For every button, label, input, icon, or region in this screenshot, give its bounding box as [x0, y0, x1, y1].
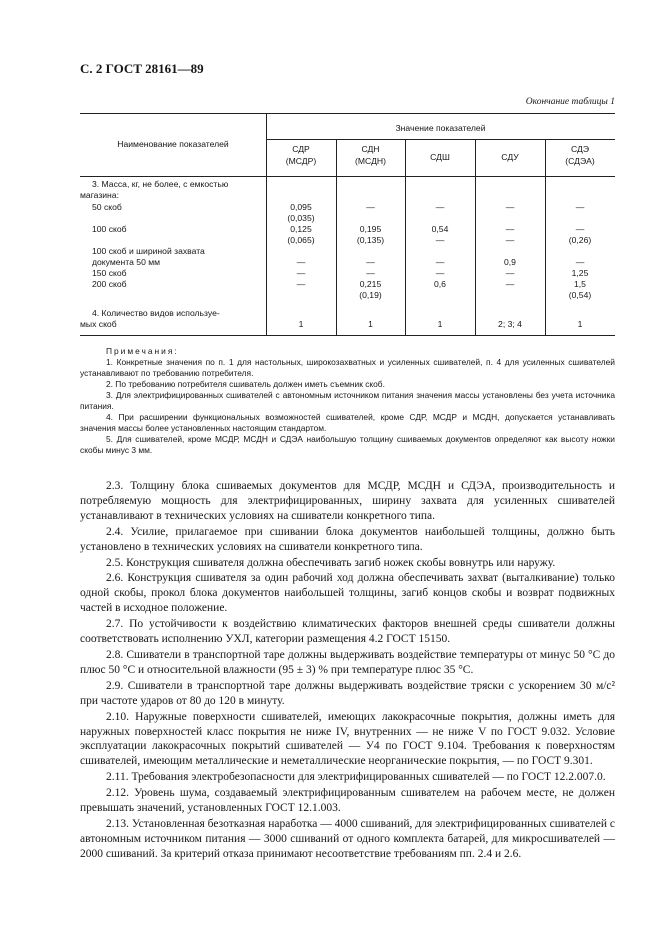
page-header: С. 2 ГОСТ 28161—89 — [80, 61, 204, 76]
table-cell: — — [296, 257, 306, 267]
paragraph: 2.11. Требования электробезопасности для электрифицированных сшивателей — по ГОСТ 12.2.007.0. — [106, 771, 606, 784]
note-item: 1. Конкретные значения по п. 1 для настольных, широкозахватных и усиленных сшивателей, п. 4 для усиленных сшивателей устанавливают по требованию потребителя. — [80, 357, 615, 378]
table-cell: (0,135) — [356, 235, 385, 245]
paragraph: 2.8. Сшиватели в транспортной таре должны выдерживать воздействие температуры от минус 50 °С до плюс 50 °С и относительной влажности (95 ± 3) % при температуре плюс 35 °С. — [80, 648, 615, 676]
table-cell: 0,125 — [290, 224, 312, 234]
table-cell: — — [505, 279, 515, 289]
table-cell: 1 — [368, 319, 373, 329]
row-label: 50 скоб — [92, 202, 122, 212]
table-cell: — — [435, 235, 445, 245]
paragraph: 2.4. Усилие, прилагаемое при сшивании блока документов наибольшей толщины, должно быть установлено в технических условиях на сшиватели конкретного типа. — [80, 525, 615, 553]
table-cell: 1 — [298, 319, 304, 329]
table-top-rule — [80, 113, 615, 114]
table-cell: — — [505, 268, 515, 278]
column-header: СДЭ — [570, 144, 589, 154]
paragraph: 2.9. Сшиватели в транспортной таре должны выдерживать воздействие тряски с ускорением 30 м/с² при частоте ударов от 80 до 120 в минуту. — [80, 679, 615, 707]
note-item: 4. При расширении функциональных возможностей сшивателей, кроме СДР, МСДР и МСДН, допускается устанавливать значения массы более установленных настоящим стандартом. — [80, 412, 615, 433]
table-cell: (0,065) — [287, 235, 315, 245]
table-cell: — — [505, 224, 515, 234]
note-item: 3. Для электрифицированных сшивателей с автономным источником питания значения массы установлены без учета источника питания. — [80, 390, 615, 411]
table-cell: — — [366, 257, 375, 267]
paragraph: 2.6. Конструкция сшивателя за один рабочий ход должна обеспечивать захват (выталкивание) только одной скобы, прокол блока документов наибольшей толщины, загиб концов скобы и возврат подвижных частей в исходное положение. — [80, 572, 615, 615]
row-label: магазина: — [80, 190, 119, 200]
row-label: 4. Количество видов используе- — [92, 308, 220, 318]
table-bottom-rule — [80, 335, 615, 336]
table-group-rule — [266, 139, 615, 140]
table-cell: — — [296, 268, 306, 278]
table-cell: — — [435, 268, 445, 278]
column-header: СДР — [292, 144, 310, 154]
table-cell: 1 — [437, 319, 443, 329]
column-header: (МСДР) — [285, 156, 317, 166]
column-header: СДШ — [430, 152, 450, 162]
table-cell: (0,26) — [568, 235, 592, 245]
table-cell: 1,25 — [571, 268, 589, 278]
row-label: 3. Масса, кг, не более, с емкостью — [92, 179, 229, 189]
column-header: СДН — [361, 144, 380, 154]
table-cell: (0,035) — [287, 213, 315, 223]
column-header: (МСДН) — [355, 156, 386, 166]
table-cell: — — [575, 257, 585, 267]
paragraph: 2.7. По устойчивости к воздействию климатических факторов внешней среды сшиватели должны соответствовать исполнению УХЛ, категории размещения 4.2 ГОСТ 15150. — [80, 618, 615, 646]
paragraph: 2.13. Установленная безотказная наработка — 4000 сшиваний, для электрифицированных сшивателей с автономным источником питания — 3000 сшиваний от одного комплекта батарей, для микросшивателей — 2000 сшиваний. За критерий отказа принимают несоответствие требованиям пп. 2.4 и 2.6. — [80, 817, 615, 860]
col-group-header: Значение показателей — [395, 123, 486, 133]
table-cell: 1 — [577, 319, 583, 329]
table-cell: 0,095 — [290, 202, 312, 212]
note-item: 5. Для сшивателей, кроме МСДР, МСДН и СДЭА наибольшую толщину сшиваемых документов определяют как высоту ножки скобы минус 3 мм. — [80, 434, 615, 455]
note-item: 2. По требованию потребителя сшиватель должен иметь съемник скоб. — [106, 379, 385, 389]
paragraph: 2.10. Наружные поверхности сшивателей, имеющих лакокрасочные покрытия, должны иметь для наружных поверхностей класс покрытия не ниже IV, внутренних — не ниже V по ГОСТ 9.032. Условие эксплуатации лакокрасочных покрытий сшивателей — У4 по ГОСТ 9.104. Требования к поверхностям сшивателей, имеющим металлические и неметаллические неорганические покрытия, — по ГОСТ 9.301. — [80, 710, 615, 768]
table-header-rule — [80, 176, 615, 177]
table-cell: — — [505, 235, 515, 245]
table-cell: — — [575, 202, 585, 212]
table-cell: (0,54) — [568, 290, 592, 300]
table-cell: — — [505, 202, 515, 212]
table-cell: — — [296, 279, 306, 289]
row-label: 100 скоб — [92, 224, 127, 234]
table-cell: 0,9 — [504, 257, 516, 267]
notes-list — [80, 357, 615, 456]
table-cell: — — [435, 257, 445, 267]
row-label: 200 скоб — [92, 279, 127, 289]
table-cell: 0,195 — [359, 224, 382, 234]
table-cell: — — [366, 268, 375, 278]
table-cell: 0,215 — [359, 279, 382, 289]
column-header: (СДЭА) — [565, 156, 595, 166]
notes-block — [80, 346, 615, 456]
table-cell: (0,19) — [359, 290, 382, 300]
paragraph: 2.5. Конструкция сшивателя должна обеспечивать загиб ножек скобы вовнутрь или наружу. — [106, 556, 556, 569]
row-label: 100 скоб и шириной захвата — [92, 246, 205, 256]
row-label: 150 скоб — [92, 268, 127, 278]
table-cell: 0,6 — [434, 279, 446, 289]
row-label: документа 50 мм — [92, 257, 161, 267]
table-cell: — — [366, 202, 375, 212]
notes-heading: Примечания: — [106, 346, 179, 356]
table-caption: Окончание таблицы 1 — [525, 97, 615, 107]
table-cell: 2; 3; 4 — [498, 319, 522, 329]
table-cell: — — [435, 202, 445, 212]
col-name-header: Наименование показателей — [117, 139, 229, 149]
table-cell: — — [575, 224, 585, 234]
table-cell: 0,54 — [431, 224, 449, 234]
row-label: мых скоб — [80, 319, 117, 329]
paragraph: 2.3. Толщину блока сшиваемых документов для МСДР, МСДН и СДЭА, производительность и потребляемую мощность для электрифицированных, ширину захвата для усиленных сшивателей устанавливают в технических условиях на сшиватели конкретного типа. — [80, 480, 615, 522]
paragraph: 2.12. Уровень шума, создаваемый электрифицированным сшивателем на рабочем месте, не должен превышать значений, установленных ГОСТ 12.1.003. — [80, 787, 615, 815]
column-header: СДУ — [501, 152, 519, 162]
table-cell: 1,5 — [574, 279, 586, 289]
body-text — [80, 479, 615, 862]
